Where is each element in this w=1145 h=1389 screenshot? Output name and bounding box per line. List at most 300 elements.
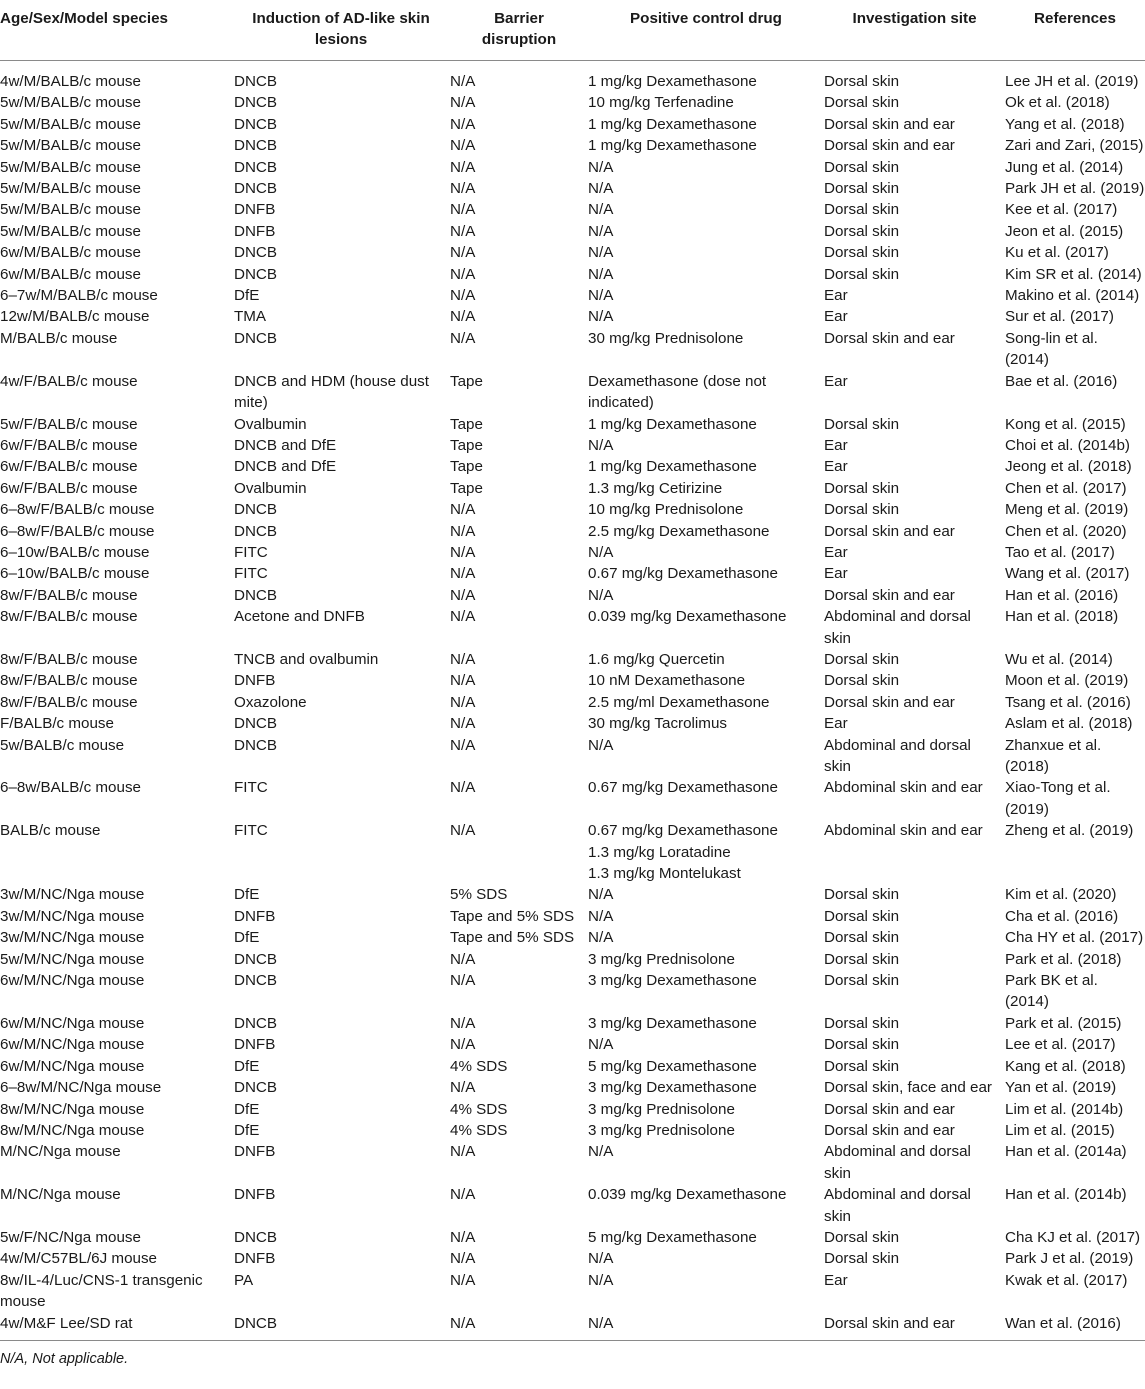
cell-positive-control: N/A: [588, 244, 614, 262]
cell-induction: Ovalbumin: [234, 479, 307, 497]
cell-positive-control: N/A: [588, 543, 614, 561]
cell-reference: Meng et al. (2019): [1005, 501, 1129, 519]
cell-positive-control: N/A: [588, 180, 614, 198]
cell-induction: FITC: [234, 822, 268, 840]
cell-induction: TMA: [234, 308, 267, 326]
cell-age-sex-model: 6–7w/M/BALB/c mouse: [0, 287, 158, 305]
cell-positive-control: 3 mg/kg Dexamethasone: [588, 1079, 757, 1097]
cell-positive-control: 1 mg/kg Dexamethasone: [588, 137, 757, 155]
cell-barrier: N/A: [450, 779, 476, 797]
table-row: [0, 1141, 1145, 1184]
cell-age-sex-model: 4w/M/BALB/c mouse: [0, 73, 141, 90]
cell-induction: DNCB: [234, 265, 278, 283]
cell-age-sex-model: BALB/c mouse: [0, 822, 101, 840]
cell-reference: Kim SR et al. (2014): [1005, 265, 1142, 283]
table-row: [0, 1184, 1145, 1227]
header-investigation-site: Investigation site: [824, 1, 1005, 61]
cell-positive-control: 3 mg/kg Prednisolone: [588, 1100, 735, 1118]
table-row: [0, 563, 1145, 584]
cell-age-sex-model: 4w/M&F Lee/SD rat: [0, 1314, 133, 1332]
cell-age-sex-model: 6w/F/BALB/c mouse: [0, 436, 138, 454]
cell-age-sex-model: M/NC/Nga mouse: [0, 1143, 121, 1161]
cell-reference: Park et al. (2015): [1005, 1014, 1122, 1032]
cell-investigation-site: Dorsal skin: [824, 158, 900, 176]
cell-investigation-site: Abdominal and dorsal skin: [824, 736, 971, 775]
cell-induction: DNCB and DfE: [234, 458, 337, 476]
cell-barrier: N/A: [450, 1014, 476, 1032]
cell-induction: Oxazolone: [234, 693, 307, 711]
table-row: [0, 606, 1145, 649]
cell-induction: DfE: [234, 1121, 260, 1139]
cell-barrier: N/A: [450, 1036, 476, 1054]
cell-reference: Cha et al. (2016): [1005, 907, 1119, 925]
cell-age-sex-model: 8w/F/BALB/c mouse: [0, 586, 138, 604]
cell-age-sex-model: 3w/M/NC/Nga mouse: [0, 886, 145, 904]
cell-age-sex-model: 5w/M/BALB/c mouse: [0, 180, 141, 198]
cell-investigation-site: Dorsal skin and ear: [824, 1314, 955, 1332]
cell-investigation-site: Dorsal skin: [824, 950, 900, 968]
header-age-sex-model: Age/Sex/Model species: [0, 1, 232, 61]
cell-age-sex-model: 6w/M/NC/Nga mouse: [0, 1036, 145, 1054]
cell-barrier: N/A: [450, 201, 476, 219]
cell-age-sex-model: 6w/M/BALB/c mouse: [0, 244, 141, 262]
table-row: [0, 649, 1145, 670]
cell-positive-control: N/A: [588, 736, 614, 754]
table-row: [0, 1013, 1145, 1034]
table-row: [0, 906, 1145, 927]
cell-positive-control: N/A: [588, 201, 614, 219]
cell-investigation-site: Abdominal skin and ear: [824, 822, 983, 840]
cell-positive-control: Dexamethasone (dose not indicated): [588, 372, 767, 412]
cell-positive-control: 3 mg/kg Prednisolone: [588, 1121, 735, 1139]
cell-positive-control: 1 mg/kg Dexamethasone: [588, 415, 757, 433]
cell-age-sex-model: 8w/M/NC/Nga mouse: [0, 1100, 145, 1118]
cell-positive-control: 2.5 mg/ml Dexamethasone: [588, 693, 770, 711]
cell-induction: DNFB: [234, 672, 276, 690]
cell-barrier: N/A: [450, 565, 476, 583]
cell-investigation-site: Dorsal skin and ear: [824, 522, 955, 540]
cell-barrier: N/A: [450, 180, 476, 198]
cell-induction: DNCB: [234, 1228, 278, 1246]
cell-investigation-site: Dorsal skin: [824, 1036, 900, 1054]
cell-induction: DNCB: [234, 950, 278, 968]
cell-age-sex-model: 6–8w/F/BALB/c mouse: [0, 501, 155, 519]
cell-age-sex-model: 5w/M/BALB/c mouse: [0, 94, 141, 112]
cell-investigation-site: Dorsal skin and ear: [824, 586, 955, 604]
cell-barrier: Tape: [450, 415, 483, 433]
cell-positive-control: N/A: [588, 929, 614, 947]
cell-age-sex-model: 5w/M/BALB/c mouse: [0, 115, 141, 133]
cell-barrier: N/A: [450, 522, 476, 540]
cell-investigation-site: Dorsal skin: [824, 929, 900, 947]
cell-positive-control: 2.5 mg/kg Dexamethasone: [588, 522, 770, 540]
table-row: [0, 949, 1145, 970]
cell-investigation-site: Ear: [824, 1271, 848, 1289]
cell-age-sex-model: F/BALB/c mouse: [0, 715, 114, 733]
cell-induction: DNCB: [234, 586, 278, 604]
cell-induction: DNCB and DfE: [234, 436, 337, 454]
cell-positive-control: N/A: [588, 222, 614, 240]
cell-investigation-site: Dorsal skin, face and ear: [824, 1079, 992, 1097]
cell-investigation-site: Dorsal skin and ear: [824, 1100, 955, 1118]
table-row: [0, 371, 1145, 414]
footnote: N/A, Not applicable.: [0, 1351, 129, 1367]
cell-reference: Zheng et al. (2019): [1005, 822, 1134, 840]
cell-positive-control: 0.67 mg/kg Dexamethasone: [588, 565, 778, 583]
cell-barrier: N/A: [450, 265, 476, 283]
cell-investigation-site: Dorsal skin: [824, 94, 900, 112]
cell-induction: DNCB and HDM (house dust mite): [234, 372, 429, 412]
header-induction: Induction of AD-like skin lesions: [232, 1, 450, 61]
cell-investigation-site: Dorsal skin and ear: [824, 137, 955, 155]
cell-investigation-site: Dorsal skin: [824, 672, 900, 690]
table-row: [0, 1313, 1145, 1341]
cell-reference: Park J et al. (2019): [1005, 1250, 1134, 1268]
cell-barrier: N/A: [450, 586, 476, 604]
cell-induction: FITC: [234, 565, 268, 583]
cell-induction: DNFB: [234, 1036, 276, 1054]
cell-investigation-site: Ear: [824, 308, 848, 326]
cell-barrier: N/A: [450, 608, 476, 626]
cell-positive-control: 3 mg/kg Dexamethasone: [588, 1014, 757, 1032]
table-row: [0, 692, 1145, 713]
cell-investigation-site: Ear: [824, 715, 848, 733]
table-row: [0, 884, 1145, 905]
cell-induction: DNCB: [234, 94, 278, 112]
cell-induction: DNCB: [234, 501, 278, 519]
cell-barrier: Tape: [450, 458, 483, 476]
cell-reference: Park et al. (2018): [1005, 950, 1122, 968]
cell-investigation-site: Abdominal and dorsal skin: [824, 1186, 971, 1225]
cell-investigation-site: Ear: [824, 543, 848, 561]
table-row: [0, 178, 1145, 199]
cell-age-sex-model: 8w/IL-4/Luc/CNS-1 transgenic mouse: [0, 1271, 203, 1311]
cell-barrier: N/A: [450, 137, 476, 155]
cell-reference: Kong et al. (2015): [1005, 415, 1126, 433]
cell-investigation-site: Dorsal skin: [824, 244, 900, 262]
cell-barrier: 4% SDS: [450, 1121, 508, 1139]
cell-reference: Moon et al. (2019): [1005, 672, 1129, 690]
cell-reference: Sur et al. (2017): [1005, 308, 1114, 326]
cell-reference: Zari and Zari, (2015): [1005, 137, 1144, 155]
cell-reference: Han et al. (2014a): [1005, 1143, 1127, 1161]
header-references: References: [1005, 1, 1145, 61]
cell-positive-control: 30 mg/kg Prednisolone: [588, 329, 744, 347]
cell-positive-control: 1.6 mg/kg Quercetin: [588, 650, 725, 668]
cell-positive-control: 0.039 mg/kg Dexamethasone: [588, 608, 787, 626]
cell-barrier: N/A: [450, 501, 476, 519]
cell-investigation-site: Dorsal skin: [824, 501, 900, 519]
cell-investigation-site: Dorsal skin: [824, 479, 900, 497]
cell-positive-control: N/A: [588, 1036, 614, 1054]
cell-age-sex-model: 8w/F/BALB/c mouse: [0, 672, 138, 690]
cell-age-sex-model: M/BALB/c mouse: [0, 329, 118, 347]
cell-positive-control: 5 mg/kg Dexamethasone: [588, 1057, 757, 1075]
table-row: [0, 521, 1145, 542]
cell-induction: FITC: [234, 779, 268, 797]
cell-reference: Ku et al. (2017): [1005, 244, 1109, 262]
table-row: [0, 713, 1145, 734]
cell-barrier: N/A: [450, 222, 476, 240]
cell-positive-control: 1 mg/kg Dexamethasone: [588, 73, 757, 90]
cell-positive-control: 5 mg/kg Dexamethasone: [588, 1228, 757, 1246]
table-row: [0, 414, 1145, 435]
cell-investigation-site: Dorsal skin: [824, 73, 900, 90]
cell-positive-control: 0.67 mg/kg Dexamethasone 1.3 mg/kg Loratadine 1.3 mg/kg Montelukast: [588, 822, 778, 883]
cell-age-sex-model: 8w/F/BALB/c mouse: [0, 650, 138, 668]
table-row: [0, 927, 1145, 948]
table-row: [0, 1099, 1145, 1120]
table-row: [0, 328, 1145, 371]
cell-age-sex-model: 5w/F/NC/Nga mouse: [0, 1228, 141, 1246]
cell-age-sex-model: 3w/M/NC/Nga mouse: [0, 907, 145, 925]
cell-induction: DfE: [234, 929, 260, 947]
cell-reference: Lim et al. (2015): [1005, 1121, 1115, 1139]
cell-induction: DfE: [234, 287, 260, 305]
cell-induction: DNCB: [234, 158, 278, 176]
cell-reference: Lim et al. (2014b): [1005, 1100, 1124, 1118]
cell-induction: DfE: [234, 886, 260, 904]
cell-barrier: N/A: [450, 650, 476, 668]
cell-induction: DNCB: [234, 522, 278, 540]
cell-barrier: N/A: [450, 950, 476, 968]
table-row: [0, 1034, 1145, 1055]
cell-induction: DNCB: [234, 73, 278, 90]
cell-positive-control: 30 mg/kg Tacrolimus: [588, 715, 727, 733]
cell-positive-control: N/A: [588, 586, 614, 604]
cell-barrier: N/A: [450, 736, 476, 754]
cell-investigation-site: Ear: [824, 458, 848, 476]
cell-barrier: Tape and 5% SDS: [450, 929, 575, 947]
cell-reference: Jeon et al. (2015): [1005, 222, 1124, 240]
cell-investigation-site: Dorsal skin: [824, 222, 900, 240]
cell-age-sex-model: 5w/M/BALB/c mouse: [0, 201, 141, 219]
cell-reference: Lee et al. (2017): [1005, 1036, 1116, 1054]
table-row: [0, 820, 1145, 884]
cell-age-sex-model: 8w/F/BALB/c mouse: [0, 693, 138, 711]
cell-reference: Lee JH et al. (2019): [1005, 73, 1139, 90]
cell-investigation-site: Abdominal and dorsal skin: [824, 1143, 971, 1182]
cell-age-sex-model: 5w/M/BALB/c mouse: [0, 137, 141, 155]
cell-induction: DNCB: [234, 715, 278, 733]
cell-age-sex-model: 4w/F/BALB/c mouse: [0, 372, 138, 390]
table-row: [0, 1248, 1145, 1269]
header-positive-control: Positive control drug: [588, 1, 824, 61]
cell-positive-control: 10 mg/kg Prednisolone: [588, 501, 744, 519]
cell-reference: Xiao-Tong et al. (2019): [1005, 779, 1111, 818]
cell-age-sex-model: 6w/M/BALB/c mouse: [0, 265, 141, 283]
cell-reference: Yan et al. (2019): [1005, 1079, 1117, 1097]
table-row: [0, 135, 1145, 156]
cell-induction: DNCB: [234, 329, 278, 347]
cell-barrier: N/A: [450, 1079, 476, 1097]
table-row: [0, 61, 1145, 93]
table-row: [0, 777, 1145, 820]
cell-barrier: N/A: [450, 1271, 476, 1289]
cell-induction: DNCB: [234, 244, 278, 262]
cell-investigation-site: Dorsal skin: [824, 180, 900, 198]
cell-reference: Tao et al. (2017): [1005, 543, 1115, 561]
cell-reference: Kee et al. (2017): [1005, 201, 1118, 219]
table-row: [0, 735, 1145, 778]
table-row: [0, 542, 1145, 563]
cell-induction: DfE: [234, 1057, 260, 1075]
cell-barrier: N/A: [450, 672, 476, 690]
cell-investigation-site: Dorsal skin and ear: [824, 1121, 955, 1139]
table-row: [0, 285, 1145, 306]
table-row: [0, 456, 1145, 477]
cell-age-sex-model: 6–8w/M/NC/Nga mouse: [0, 1079, 162, 1097]
cell-reference: Park BK et al. (2014): [1005, 972, 1098, 1011]
cell-positive-control: 3 mg/kg Dexamethasone: [588, 972, 757, 990]
table-row: [0, 970, 1145, 1013]
cell-positive-control: N/A: [588, 1143, 614, 1161]
table-body: [0, 61, 1145, 1341]
cell-reference: Park JH et al. (2019): [1005, 180, 1145, 198]
cell-positive-control: 10 nM Dexamethasone: [588, 672, 746, 690]
cell-investigation-site: Dorsal skin: [824, 886, 900, 904]
cell-positive-control: N/A: [588, 308, 614, 326]
table-row: [0, 114, 1145, 135]
cell-induction: DNFB: [234, 1186, 276, 1204]
cell-reference: Chen et al. (2017): [1005, 479, 1127, 497]
cell-investigation-site: Dorsal skin and ear: [824, 115, 955, 133]
cell-induction: DNFB: [234, 201, 276, 219]
cell-age-sex-model: 6–10w/BALB/c mouse: [0, 543, 150, 561]
cell-reference: Kang et al. (2018): [1005, 1057, 1126, 1075]
cell-age-sex-model: 5w/M/BALB/c mouse: [0, 222, 141, 240]
cell-positive-control: N/A: [588, 907, 614, 925]
cell-reference: Chen et al. (2020): [1005, 522, 1127, 540]
cell-positive-control: 0.67 mg/kg Dexamethasone: [588, 779, 778, 797]
table-row: [0, 478, 1145, 499]
cell-barrier: N/A: [450, 543, 476, 561]
table-row: [0, 585, 1145, 606]
cell-barrier: N/A: [450, 94, 476, 112]
cell-induction: DNFB: [234, 1143, 276, 1161]
table-row: [0, 221, 1145, 242]
cell-barrier: N/A: [450, 693, 476, 711]
cell-barrier: 4% SDS: [450, 1100, 508, 1118]
cell-barrier: N/A: [450, 287, 476, 305]
cell-induction: TNCB and ovalbumin: [234, 650, 379, 668]
cell-investigation-site: Ear: [824, 372, 848, 390]
cell-barrier: N/A: [450, 308, 476, 326]
table-row: [0, 1056, 1145, 1077]
cell-reference: Makino et al. (2014): [1005, 287, 1140, 305]
cell-barrier: Tape: [450, 372, 483, 390]
cell-reference: Kim et al. (2020): [1005, 886, 1117, 904]
cell-barrier: N/A: [450, 244, 476, 262]
cell-induction: FITC: [234, 543, 268, 561]
cell-reference: Han et al. (2018): [1005, 608, 1119, 626]
table-row: [0, 670, 1145, 691]
cell-reference: Jung et al. (2014): [1005, 158, 1124, 176]
cell-age-sex-model: 6–8w/F/BALB/c mouse: [0, 522, 155, 540]
cell-barrier: 5% SDS: [450, 886, 508, 904]
header-barrier: Barrier disruption: [450, 1, 588, 61]
cell-investigation-site: Dorsal skin: [824, 201, 900, 219]
cell-positive-control: N/A: [588, 436, 614, 454]
cell-investigation-site: Dorsal skin and ear: [824, 693, 955, 711]
cell-induction: DNCB: [234, 1014, 278, 1032]
cell-reference: Aslam et al. (2018): [1005, 715, 1133, 733]
cell-barrier: N/A: [450, 73, 476, 90]
cell-age-sex-model: 5w/F/BALB/c mouse: [0, 415, 138, 433]
cell-investigation-site: Abdominal skin and ear: [824, 779, 983, 797]
cell-age-sex-model: 6–8w/BALB/c mouse: [0, 779, 141, 797]
cell-positive-control: N/A: [588, 265, 614, 283]
cell-age-sex-model: 8w/F/BALB/c mouse: [0, 608, 138, 626]
cell-age-sex-model: 5w/BALB/c mouse: [0, 736, 125, 754]
cell-positive-control: 0.039 mg/kg Dexamethasone: [588, 1186, 787, 1204]
cell-barrier: N/A: [450, 972, 476, 990]
cell-age-sex-model: 6w/M/NC/Nga mouse: [0, 1057, 145, 1075]
cell-reference: Han et al. (2014b): [1005, 1186, 1127, 1204]
cell-induction: DNFB: [234, 222, 276, 240]
cell-reference: Wan et al. (2016): [1005, 1314, 1121, 1332]
cell-age-sex-model: 6–10w/BALB/c mouse: [0, 565, 150, 583]
cell-barrier: N/A: [450, 329, 476, 347]
cell-investigation-site: Ear: [824, 565, 848, 583]
cell-positive-control: N/A: [588, 1314, 614, 1332]
cell-reference: Ok et al. (2018): [1005, 94, 1110, 112]
cell-reference: Yang et al. (2018): [1005, 115, 1125, 133]
cell-barrier: N/A: [450, 115, 476, 133]
cell-barrier: N/A: [450, 822, 476, 840]
cell-induction: DNCB: [234, 137, 278, 155]
table-row: [0, 157, 1145, 178]
cell-induction: DNFB: [234, 907, 276, 925]
cell-induction: DNCB: [234, 115, 278, 133]
cell-reference: Bae et al. (2016): [1005, 372, 1118, 390]
cell-reference: Han et al. (2016): [1005, 586, 1119, 604]
cell-barrier: N/A: [450, 1250, 476, 1268]
cell-induction: DNCB: [234, 180, 278, 198]
cell-induction: DNCB: [234, 972, 278, 990]
cell-reference: Wu et al. (2014): [1005, 650, 1113, 668]
table-row: [0, 264, 1145, 285]
cell-positive-control: 1 mg/kg Dexamethasone: [588, 115, 757, 133]
cell-induction: Ovalbumin: [234, 415, 307, 433]
cell-investigation-site: Dorsal skin: [824, 265, 900, 283]
cell-investigation-site: Dorsal skin: [824, 1228, 900, 1246]
cell-positive-control: N/A: [588, 1250, 614, 1268]
cell-reference: Wang et al. (2017): [1005, 565, 1130, 583]
cell-investigation-site: Dorsal skin: [824, 415, 900, 433]
table-row: [0, 1077, 1145, 1098]
cell-reference: Cha HY et al. (2017): [1005, 929, 1144, 947]
cell-barrier: 4% SDS: [450, 1057, 508, 1075]
cell-investigation-site: Dorsal skin: [824, 1250, 900, 1268]
cell-age-sex-model: 12w/M/BALB/c mouse: [0, 308, 150, 326]
cell-investigation-site: Dorsal skin: [824, 907, 900, 925]
cell-reference: Zhanxue et al. (2018): [1005, 736, 1102, 775]
cell-barrier: N/A: [450, 1314, 476, 1332]
cell-investigation-site: Dorsal skin: [824, 972, 900, 990]
cell-induction: DfE: [234, 1100, 260, 1118]
cell-investigation-site: Dorsal skin: [824, 1057, 900, 1075]
table-row: [0, 199, 1145, 220]
cell-age-sex-model: M/NC/Nga mouse: [0, 1186, 121, 1204]
cell-age-sex-model: 6w/M/NC/Nga mouse: [0, 1014, 145, 1032]
cell-induction: DNCB: [234, 736, 278, 754]
cell-barrier: N/A: [450, 158, 476, 176]
table-row: [0, 1270, 1145, 1313]
table-row: [0, 499, 1145, 520]
cell-barrier: N/A: [450, 1228, 476, 1246]
cell-reference: Tsang et al. (2016): [1005, 693, 1131, 711]
